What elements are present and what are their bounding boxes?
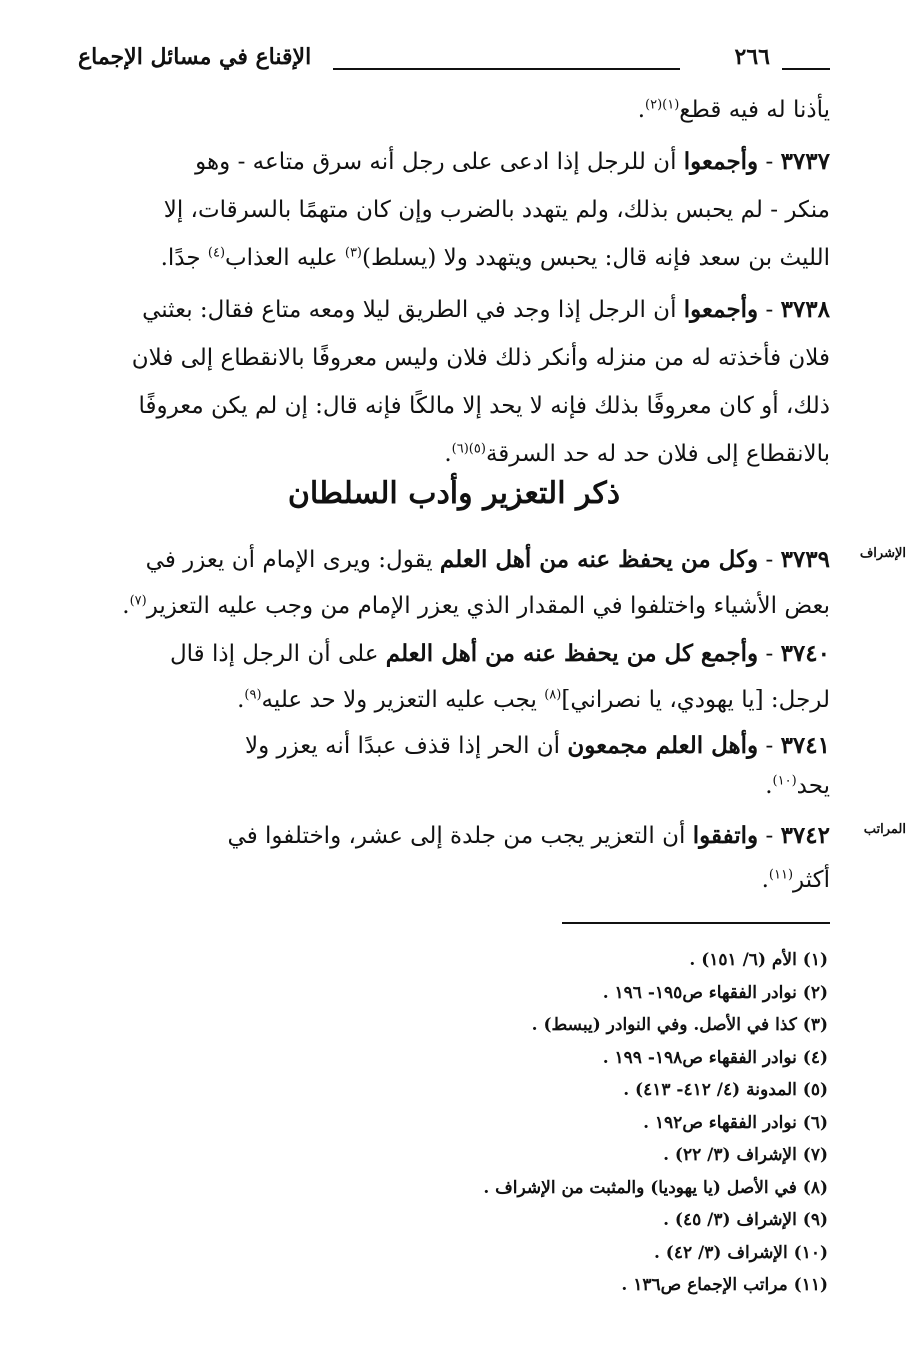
footnote-item: (٤) نوادر الفقهاء ص١٩٨- ١٩٩ . [602, 1047, 828, 1068]
section-heading: ذكر التعزير وأدب السلطان [287, 476, 621, 511]
paragraph-number: ٣٧٣٧ [780, 148, 830, 175]
paragraph-line: يحد$^{(١٠)}$. [765, 773, 830, 799]
paragraph-lead: وكل من يحفظ عنه من أهل العلم [439, 546, 759, 573]
paragraph-lead: وأجمع كل من يحفظ عنه من أهل العلم [385, 640, 759, 667]
footnote-item: (٥) المدونة (٤/ ٤١٢- ٤١٣) . [623, 1080, 828, 1100]
margin-note-ishraf: الإشراف [859, 546, 906, 561]
footnote-ref: (١٠) [772, 773, 797, 789]
margin-note-maratib: المراتب [863, 822, 906, 837]
paragraph-line: ذلك، أو كان معروفًا بذلك فإنه لا يحد إلا مالكًا فإنه قال: إن لم يكن معروفًا [138, 393, 830, 419]
paragraph-3737: ٣٧٣٧ - وأجمعوا أن للرجل إذا ادعى على رجل أنه سرق متاعه - وهو [195, 148, 830, 175]
footnote-item: (١) الأم (٦/ ١٥١) . [689, 950, 828, 970]
paragraph-line: بالانقطاع إلى فلان حد له حد السرقة$^{(٥)(٦)}$. [444, 441, 830, 467]
footnote-item: (١١) مراتب الإجماع ص١٣٦ . [621, 1275, 828, 1295]
footnote-ref: (٧) [129, 593, 147, 609]
paragraph-line: أكثر$^{(١١)}$. [761, 867, 830, 893]
footnote-ref: (١)(٢) [645, 97, 680, 113]
paragraph-lead: وأجمعوا [683, 296, 759, 323]
footnote-ref: (٤) [207, 245, 226, 261]
paragraph-number: ٣٧٣٩ [780, 546, 830, 573]
paragraph-line: بعض الأشياء واختلفوا في المقدار الذي يعزر الإمام من وجب عليه التعزير$^{(٧)}$. [122, 593, 830, 619]
header-rule-left [333, 68, 680, 70]
footnotes-list [208, 944, 828, 1302]
page-number: ٢٦٦ [734, 44, 770, 70]
footnote-item: (٨) في الأصل (يا يهوديا) والمثبت من الإشراف . [483, 1177, 828, 1198]
footnote-separator [562, 922, 830, 924]
paragraph-number: ٣٧٣٨ [780, 296, 830, 323]
header-title: الإقناع في مسائل الإجماع [78, 44, 312, 70]
paragraph-lead: واتفقوا [692, 822, 759, 849]
header-rule-right [782, 68, 830, 70]
page-header [78, 44, 830, 84]
paragraph-3742: ٣٧٤٢ - واتفقوا أن التعزير يجب من جلدة إلى عشر، واختلفوا في [227, 822, 830, 849]
footnote-item: (٧) الإشراف (٣/ ٢٢) . [663, 1145, 828, 1165]
paragraph-3740: ٣٧٤٠ - وأجمع كل من يحفظ عنه من أهل العلم على أن الرجل إذا قال [169, 640, 830, 667]
paragraph-3738: ٣٧٣٨ - وأجمعوا أن الرجل إذا وجد في الطريق ليلا ومعه متاع فقال: بعثني [142, 296, 830, 323]
paragraph-line: الليث بن سعد فإنه قال: يحبس ويتهدد ولا (يسلط)$^{(٣)}$ عليه العذاب$^{(٤)}$ جدًا. [160, 245, 830, 271]
footnote-item: (٢) نوادر الفقهاء ص١٩٥- ١٩٦ . [602, 982, 828, 1003]
paragraph-lead: وأجمعوا [683, 148, 759, 175]
paragraph-number: ٣٧٤٢ [780, 822, 830, 849]
paragraph-number: ٣٧٤٠ [780, 640, 830, 667]
footnote-ref: (٣) [344, 245, 362, 261]
footnote-ref: (٨) [544, 687, 562, 703]
paragraph-line: لرجل: [يا يهودي، يا نصراني]$^{(٨)}$ يجب عليه التعزير ولا حد عليه$^{(٩)}$. [237, 687, 830, 713]
continuation-line: يأذنا له فيه قطع$^{(١)(٢)}$. [637, 97, 830, 123]
footnote-ref: (١١) [768, 867, 794, 883]
paragraph-3739: ٣٧٣٩ - وكل من يحفظ عنه من أهل العلم يقول: ويرى الإمام أن يعزر في [145, 546, 830, 573]
footnote-item: (١٠) الإشراف (٣/ ٤٢) . [653, 1242, 828, 1263]
footnote-item: (٣) كذا في الأصل. وفي النوادر (يبسط) . [531, 1015, 828, 1035]
footnote-ref: (٥)(٦) [451, 441, 486, 457]
footnote-item: (٦) نوادر الفقهاء ص١٩٢ . [643, 1112, 828, 1133]
footnote-item: (٩) الإشراف (٣/ ٤٥) . [663, 1210, 828, 1230]
paragraph-line: منكر - لم يحبس بذلك، ولم يتهدد بالضرب وإن كان متهمًا بالسرقات، إلا [163, 197, 830, 223]
paragraph-line: فلان فأخذته له من منزله وأنكر ذلك فلان وليس معروفًا بالانقطاع إلى فلان [131, 345, 830, 371]
paragraph-number: ٣٧٤١ [780, 732, 830, 759]
paragraph-3741: ٣٧٤١ - وأهل العلم مجمعون أن الحر إذا قذف عبدًا أنه يعزر ولا [244, 732, 830, 759]
paragraph-lead: وأهل العلم مجمعون [567, 732, 759, 759]
footnote-ref: (٩) [244, 687, 262, 703]
